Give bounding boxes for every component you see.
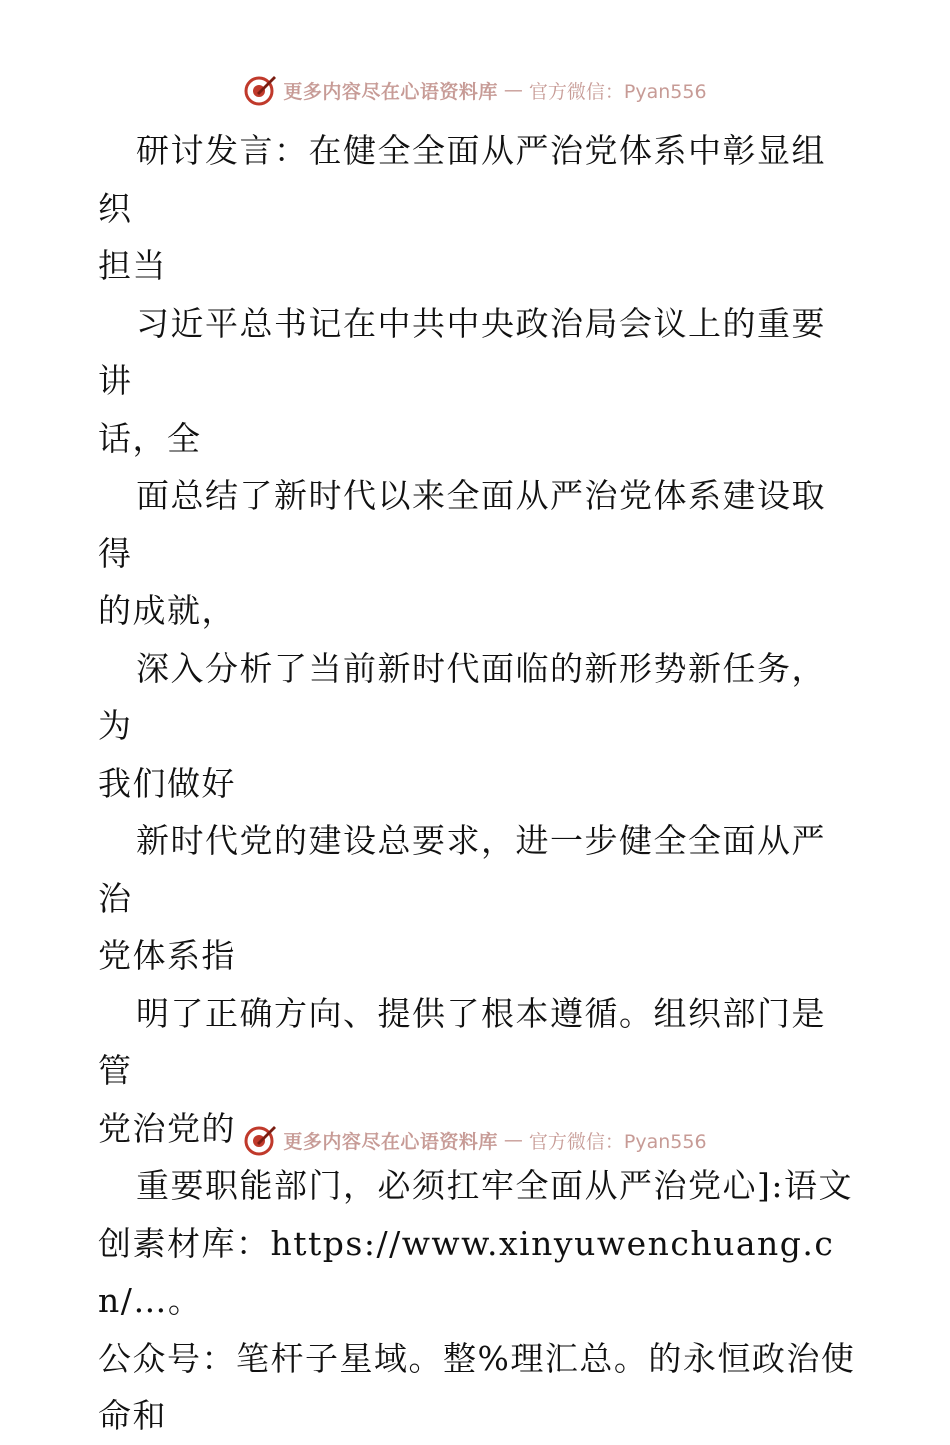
footer-watermark-banner bbox=[0, 1120, 950, 1160]
banner-main-text: 更多内容尽在心语资料库 bbox=[283, 80, 498, 103]
doc-line-title-2: 担当 bbox=[98, 246, 167, 285]
doc-line-url: 创素材库：https://www.xinyuwenchuang.cn/…。 bbox=[98, 1223, 835, 1320]
doc-line: 党治党的 bbox=[98, 1108, 236, 1148]
banner-separator: — bbox=[503, 1129, 523, 1151]
doc-line: 我们做好 bbox=[98, 763, 236, 803]
doc-line: 面总结了新时代以来全面从严治党体系建设取得 bbox=[98, 476, 826, 573]
doc-line: 习近平总书记在中共中央政治局会议上的重要讲 bbox=[98, 303, 826, 400]
doc-line-wechat: 公众号：笔杆子星域。整%理汇总。的永恒政治使 bbox=[98, 1338, 856, 1378]
doc-line: 重要职能部门，必须扛牢全面从严治党心]:语文 bbox=[136, 1166, 853, 1205]
banner-wechat-text: 官方微信：Pyan556 bbox=[528, 80, 707, 103]
doc-line: 的成就， bbox=[98, 591, 236, 630]
doc-line: 明了正确方向、提供了根本遵循。组织部门是管 bbox=[98, 993, 826, 1090]
doc-line: 命和 bbox=[98, 1396, 167, 1435]
doc-line: 党体系指 bbox=[98, 936, 236, 975]
banner-main-text: 更多内容尽在心语资料库 bbox=[283, 1130, 498, 1153]
doc-line: 深入分析了当前新时代面临的新形势新任务，为 bbox=[98, 648, 826, 745]
banner-separator: — bbox=[503, 79, 523, 101]
quill-pen-logo-icon bbox=[243, 1123, 277, 1157]
doc-line: 新时代党的建设总要求，进一步健全全面从严治 bbox=[98, 821, 826, 918]
doc-line-title-1: 研讨发言：在健全全面从严治党体系中彰显组织 bbox=[98, 131, 826, 228]
quill-pen-logo-icon bbox=[243, 73, 277, 107]
document-body bbox=[98, 122, 858, 1445]
doc-line: 话，全 bbox=[98, 418, 202, 458]
header-watermark-banner bbox=[0, 70, 950, 110]
banner-wechat-text: 官方微信：Pyan556 bbox=[528, 1130, 707, 1153]
